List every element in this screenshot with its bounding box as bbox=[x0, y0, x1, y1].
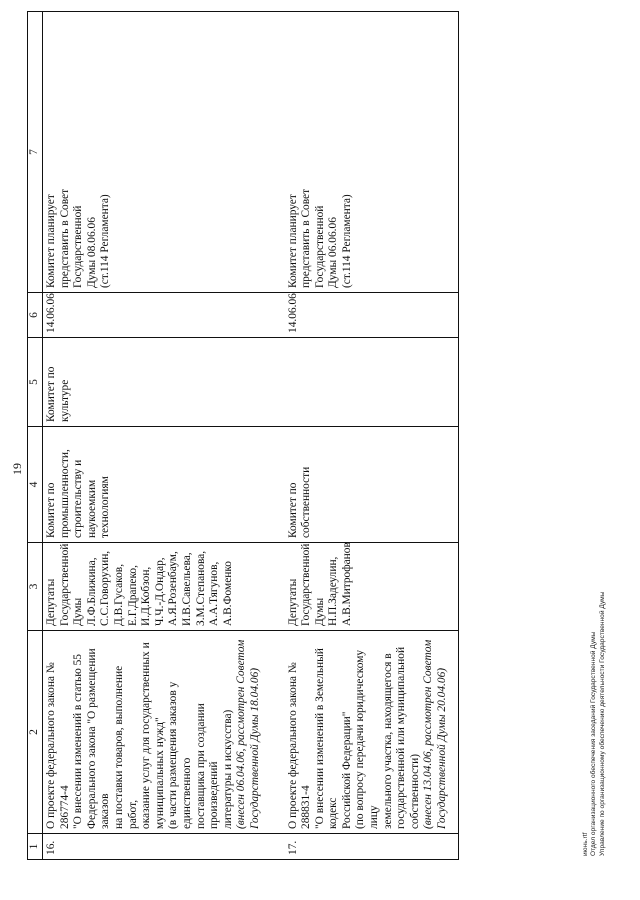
author-line: З.М.Степанова, bbox=[194, 550, 207, 626]
row-spacer bbox=[265, 12, 285, 860]
plan-cell bbox=[285, 12, 459, 293]
author-line: А.В.Фоменко bbox=[221, 560, 234, 626]
plan-cell bbox=[43, 12, 265, 293]
row-number: 17. bbox=[285, 834, 459, 860]
bill-line: (в части размещения заказов у единственного bbox=[167, 681, 193, 829]
row-number: 16. bbox=[43, 834, 265, 860]
responsible-committee-cell bbox=[285, 427, 459, 543]
column-header: 5 bbox=[28, 338, 43, 427]
bill-line: государственной или муниципальной bbox=[395, 646, 408, 829]
plan-line: Думы 06.06.06 bbox=[327, 217, 340, 288]
author-line: С.С.Говорухин, bbox=[99, 550, 112, 626]
author-line: А.А.Тягунов, bbox=[208, 561, 221, 626]
author-line: Государственной bbox=[58, 543, 71, 626]
author-line: Думы bbox=[72, 597, 85, 626]
table-row bbox=[285, 12, 459, 860]
bill-line: литературы и искусства) bbox=[221, 709, 234, 829]
footer-department: Отдел организационного обеспечения заседаний Государственной Думы bbox=[590, 631, 598, 856]
author-line: А.Я.Розенбаум, bbox=[167, 551, 180, 626]
date-cell: 14.06.06 bbox=[43, 293, 265, 338]
bill-line: оказание услуг для государственных и bbox=[140, 642, 153, 829]
document-footer bbox=[582, 592, 607, 856]
bill-line: (по вопросу передачи юридическому лицу bbox=[354, 649, 381, 829]
co-committee-line: Комитет по bbox=[45, 366, 57, 422]
plan-line: Комитет планирует bbox=[286, 194, 299, 288]
author-line: Л.Ф.Ближина, bbox=[85, 557, 98, 626]
author-line: Ч.Ч.-Д.Ондар, bbox=[153, 557, 166, 626]
committee-line: Комитет по bbox=[286, 482, 299, 538]
author-line: Государственной bbox=[300, 543, 313, 626]
table-row bbox=[43, 12, 265, 860]
author-line: Думы bbox=[313, 597, 326, 626]
page-number: 19 bbox=[10, 463, 24, 475]
bill-note-line: (внесен 06.04.06, рассмотрен Советом bbox=[235, 639, 248, 829]
column-header: 6 bbox=[28, 293, 43, 338]
bill-line: О проекте федерального закона № 286774-4 bbox=[45, 662, 71, 829]
committee-line: строительству и bbox=[72, 459, 85, 538]
footer-directorate: Управление по организационному обеспечению деятельности Государственной Думы bbox=[598, 591, 606, 856]
bill-line: земельного участка, находящегося в bbox=[381, 653, 394, 829]
bill-line: О проекте федерального закона № 288831-4 bbox=[286, 662, 313, 829]
co-committee-line: культуре bbox=[58, 379, 71, 422]
bill-note-line: Государственной Думы 18.04.06) bbox=[248, 667, 261, 829]
co-committee-cell bbox=[43, 338, 265, 427]
bill-line: на поставки товаров, выполнение работ, bbox=[112, 665, 139, 829]
date-cell: 14.06.06 bbox=[285, 293, 459, 338]
column-header: 7 bbox=[28, 12, 43, 293]
author-line: Д.В.Гусаков, bbox=[112, 563, 125, 626]
author-line: А.В.Митрофанов bbox=[340, 542, 353, 626]
bill-line: поставщика при создании произведений bbox=[194, 703, 221, 829]
committee-line: собственности bbox=[300, 466, 313, 538]
plan-line: Комитет планирует bbox=[45, 194, 57, 288]
author-line: Депутаты bbox=[45, 578, 57, 626]
committee-line: Комитет по bbox=[45, 482, 57, 538]
column-header: 4 bbox=[28, 427, 43, 543]
plan-line: (ст.114 Регламента) bbox=[340, 194, 353, 288]
plan-line: Думы 08.06.06 bbox=[85, 217, 98, 288]
author-line: Н.П.Задеулин, bbox=[327, 556, 340, 626]
plan-line: представить в Совет bbox=[300, 188, 313, 288]
committee-line: наукоемким bbox=[85, 479, 98, 538]
authors-cell bbox=[285, 543, 459, 631]
authors-cell bbox=[43, 543, 265, 631]
column-header: 3 bbox=[28, 543, 43, 631]
responsible-committee-cell bbox=[43, 427, 265, 543]
bills-table bbox=[27, 11, 459, 860]
author-line: И.В.Савельева, bbox=[180, 552, 193, 626]
column-number-row bbox=[28, 12, 43, 860]
author-line: Депутаты bbox=[286, 578, 299, 626]
co-committee-cell bbox=[285, 338, 459, 427]
committee-line: технологиям bbox=[99, 476, 112, 538]
bill-line: "О внесении изменений в статью 55 bbox=[72, 654, 85, 829]
bill-note-line: (внесен 13.04.06, рассмотрен Советом bbox=[422, 639, 435, 829]
bill-line: Федерального закона "О размещении заказов bbox=[85, 648, 112, 829]
bill-title-cell bbox=[43, 631, 265, 834]
bill-line: муниципальных нужд" bbox=[153, 717, 166, 829]
column-header: 2 bbox=[28, 631, 43, 834]
bill-note-line: Государственной Думы 20.04.06) bbox=[436, 667, 449, 829]
plan-line: (ст.114 Регламента) bbox=[99, 194, 112, 288]
plan-line: представить в Совет bbox=[58, 188, 71, 288]
committee-line: промышленности, bbox=[58, 449, 71, 538]
author-line: Е.Г.Драпеко, bbox=[126, 565, 139, 626]
author-line: И.Д.Кобзон, bbox=[140, 566, 153, 626]
bill-line: собственности) bbox=[408, 753, 421, 829]
column-header: 1 bbox=[28, 834, 43, 860]
bill-line: Российской Федерации" bbox=[340, 711, 353, 829]
plan-line: Государственной bbox=[313, 205, 326, 288]
footer-filename: июнь.rtf bbox=[582, 832, 589, 856]
plan-line: Государственной bbox=[72, 205, 85, 288]
bill-title-cell bbox=[285, 631, 459, 834]
bill-line: "О внесении изменений в Земельный кодекс bbox=[313, 648, 340, 829]
